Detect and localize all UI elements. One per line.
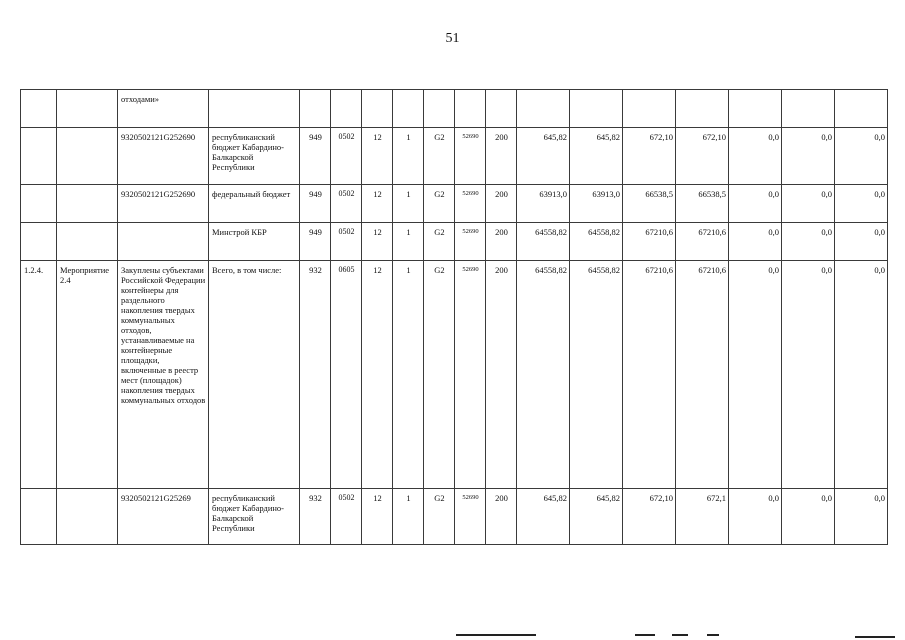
funding-source-label: Всего, в том числе: [212,265,282,275]
page-number: 51 [445,31,460,46]
amount-cell: 0,0 [729,185,782,223]
subprogram-code-cell: 1 [393,261,424,489]
funding-source-label: республиканский бюджет Кабардино-Балкарской Республики [212,132,285,172]
amount-cell: 0,0 [729,128,782,185]
subprogram-code-cell [393,90,424,128]
item-description-cell [118,185,209,223]
amount-cell: 0,0 [782,128,835,185]
grbs-code-cell: 949 [300,128,331,185]
subprogram-code-cell: 1 [393,489,424,545]
section-code-cell: 0502 [331,489,362,545]
budget-code: 9320502121G252690 [121,132,196,142]
amount-cell: 66538,5 [623,185,676,223]
subprogram-code-cell: 1 [393,223,424,261]
program-code-cell: 12 [362,185,393,223]
direction-code-cell [455,90,486,128]
funding-source-label: республиканский бюджет Кабардино-Балкарской Республики [212,493,285,533]
budget-code: 9320502121G25269 [121,493,191,503]
direction-code-cell: 52690 [455,223,486,261]
funding-source-label: федеральный бюджет [212,189,291,199]
amount-cell: 67210,6 [676,223,729,261]
project-code-cell: G2 [424,489,455,545]
amount-cell: 0,0 [782,489,835,545]
amount-cell: 0,0 [729,223,782,261]
amount-cell: 0,0 [835,185,888,223]
amount-cell: 645,82 [570,128,623,185]
table-row [21,128,888,185]
subprogram-code-cell: 1 [393,128,424,185]
item-name-cell [57,90,118,128]
amount-cell: 67210,6 [623,261,676,489]
amount-cell: 64558,82 [517,223,570,261]
grbs-code-cell: 932 [300,489,331,545]
amount-cell: 66538,5 [676,185,729,223]
amount-cell [782,90,835,128]
amount-cell: 672,10 [676,128,729,185]
amount-cell: 0,0 [782,185,835,223]
amount-cell: 0,0 [782,261,835,489]
direction-code-cell: 52690 [455,261,486,489]
expense-type-cell: 200 [486,128,517,185]
item-name-cell [57,185,118,223]
grbs-code-cell: 949 [300,185,331,223]
program-code-cell: 12 [362,128,393,185]
funding-source-cell [209,90,300,128]
amount-cell: 0,0 [729,489,782,545]
item-description-cell [118,489,209,545]
amount-cell: 645,82 [570,489,623,545]
table-row [21,185,888,223]
direction-code-cell: 52690 [455,489,486,545]
expense-type-cell: 200 [486,489,517,545]
amount-cell: 0,0 [729,261,782,489]
project-code-cell: G2 [424,128,455,185]
expense-type-cell: 200 [486,223,517,261]
project-code-cell: G2 [424,261,455,489]
program-code-cell: 12 [362,261,393,489]
expense-type-cell: 200 [486,261,517,489]
amount-cell: 64558,82 [570,261,623,489]
subprogram-code-cell: 1 [393,185,424,223]
amount-cell: 0,0 [782,223,835,261]
amount-cell: 0,0 [835,128,888,185]
direction-code-cell: 52690 [455,128,486,185]
item-name-cell [57,223,118,261]
funding-source-cell [209,489,300,545]
amount-cell: 672,10 [623,128,676,185]
expense-type-cell: 200 [486,185,517,223]
amount-cell: 672,10 [623,489,676,545]
amount-cell [676,90,729,128]
item-name-cell: Мероприятие 2.4 [57,261,118,489]
section-code-cell [331,90,362,128]
section-code-cell: 0502 [331,128,362,185]
direction-code-cell: 52690 [455,185,486,223]
item-description-cell: Закуплены субъектами Российской Федерации контейнеры для раздельного накопления твердых коммунальных отходов, устанавливаемые на контейнерные площадки, включенные в реестр мест (площадок) накопления твердых коммунальных отходов [118,261,209,489]
project-code-cell [424,90,455,128]
grbs-code-cell: 949 [300,223,331,261]
amount-cell [729,90,782,128]
item-name-cell [57,489,118,545]
amount-cell: 672,1 [676,489,729,545]
amount-cell: 645,82 [517,489,570,545]
funding-source-label: Минстрой КБР [212,227,267,237]
amount-cell: 645,82 [517,128,570,185]
item-name-cell [57,128,118,185]
funding-source-cell [209,261,300,489]
amount-cell: 0,0 [835,261,888,489]
budget-table [20,89,888,545]
project-code-cell: G2 [424,223,455,261]
amount-cell: 67210,6 [623,223,676,261]
item-description-cell: отходами» [118,90,209,128]
program-code-cell [362,90,393,128]
funding-source-cell [209,185,300,223]
grbs-code-cell [300,90,331,128]
item-number-cell: 1.2.4. [21,261,57,489]
grbs-code-cell: 932 [300,261,331,489]
table-row [21,223,888,261]
amount-cell [570,90,623,128]
amount-cell: 63913,0 [517,185,570,223]
item-number-cell [21,128,57,185]
amount-cell: 0,0 [835,223,888,261]
program-code-cell: 12 [362,223,393,261]
amount-cell [623,90,676,128]
section-code-cell: 0605 [331,261,362,489]
amount-cell: 67210,6 [676,261,729,489]
project-code-cell: G2 [424,185,455,223]
section-code-cell: 0502 [331,185,362,223]
item-description-cell [118,223,209,261]
funding-source-cell [209,128,300,185]
item-number-cell [21,90,57,128]
item-number-cell [21,185,57,223]
table-row [21,90,888,128]
item-description-cell [118,128,209,185]
budget-code: 9320502121G252690 [121,189,196,199]
amount-cell: 64558,82 [570,223,623,261]
funding-source-cell [209,223,300,261]
amount-cell: 63913,0 [570,185,623,223]
program-code-cell: 12 [362,489,393,545]
amount-cell: 64558,82 [517,261,570,489]
table-row [21,261,888,489]
item-number-cell [21,489,57,545]
amount-cell: 0,0 [835,489,888,545]
amount-cell [835,90,888,128]
amount-cell [517,90,570,128]
expense-type-cell [486,90,517,128]
item-number-cell [21,223,57,261]
section-code-cell: 0502 [331,223,362,261]
table-row [21,489,888,545]
